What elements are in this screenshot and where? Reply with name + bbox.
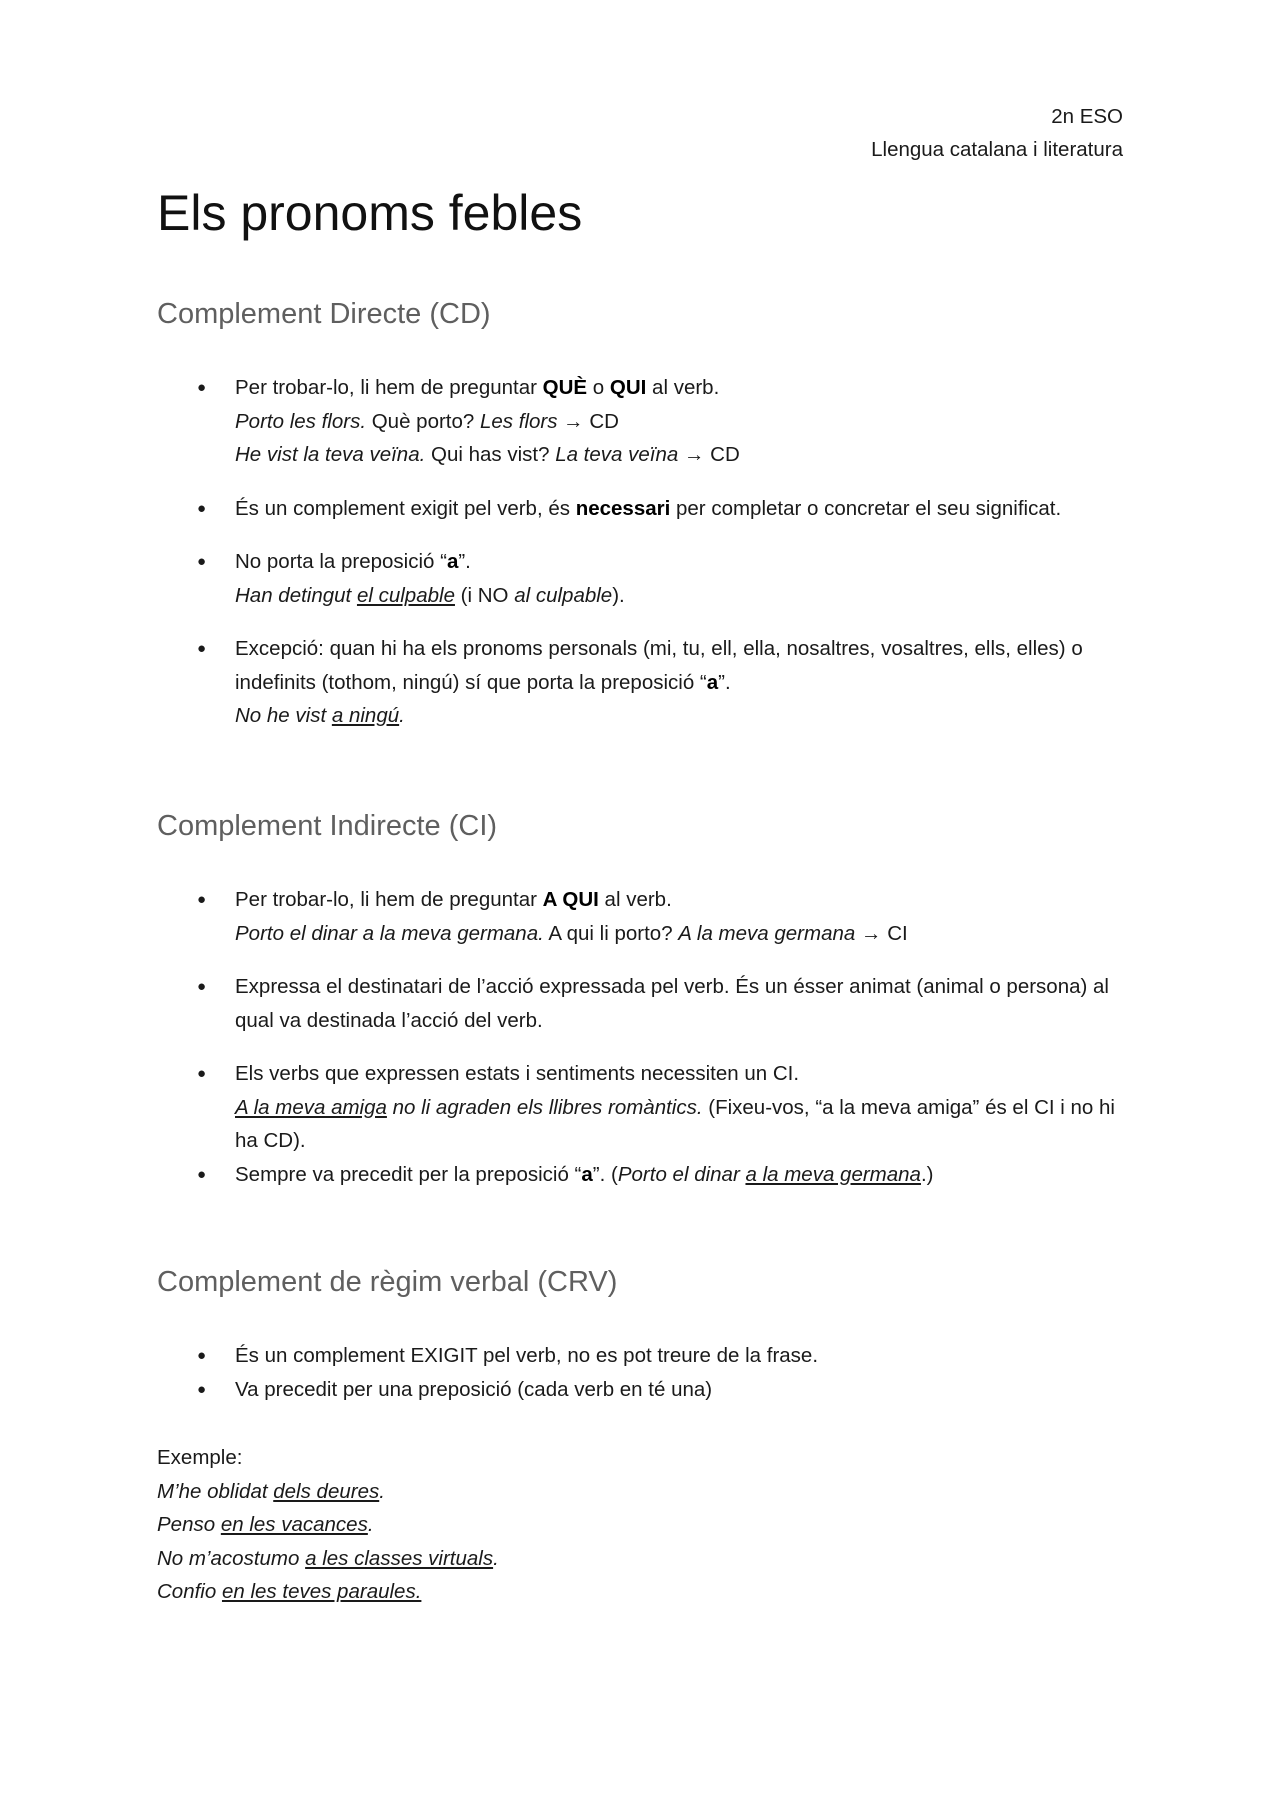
list-item (157, 371, 1137, 472)
list-item (157, 1158, 1137, 1192)
bullet-text: Per trobar-lo, li hem de preguntar A QUI al verb. (235, 888, 672, 911)
bullet-icon: ● (197, 1065, 207, 1082)
example-line: Confio en les teves paraules. (157, 1580, 422, 1603)
bullet-text: Sempre va precedit per la preposició “a”. (Porto el dinar a la meva germana.) (235, 1162, 934, 1186)
bullet-text: No porta la preposició “a”. (235, 550, 471, 573)
bullet-icon: ● (197, 379, 207, 396)
example-line: No he vist a ningú. (235, 704, 405, 727)
crv-examples (157, 1441, 499, 1609)
example-line: M’he oblidat dels deures. (157, 1479, 385, 1503)
example-line: He vist la teva veïna. Qui has vist? La teva veïna → CD (235, 443, 740, 466)
section-heading-ci: Complement Indirecte (CI) (157, 810, 498, 842)
ci-bullet-list (157, 883, 1137, 1191)
bullet-text: És un complement EXIGIT pel verb, no es pot treure de la frase. (235, 1344, 819, 1367)
bullet-icon: ● (197, 1165, 207, 1183)
bullet-icon: ● (197, 640, 207, 657)
section-heading-cd: Complement Directe (CD) (157, 298, 491, 330)
example-line: Porto les flors. Què porto? Les flors → CD (235, 409, 619, 433)
list-item (157, 632, 1137, 733)
bullet-icon: ● (197, 553, 207, 570)
bullet-text: Va precedit per una preposició (cada verb en té una) (235, 1377, 713, 1401)
bullet-icon: ● (197, 1380, 207, 1398)
bullet-icon: ● (197, 978, 207, 995)
list-item (157, 1339, 1137, 1373)
document-header (871, 100, 1123, 166)
bullet-icon: ● (197, 499, 207, 517)
page-title: Els pronoms febles (157, 185, 583, 241)
list-item (157, 545, 1137, 612)
example-line: No m’acostumo a les classes virtuals. (157, 1546, 499, 1570)
example-line: Porto el dinar a la meva germana. A qui li porto? A la meva germana → CI (235, 921, 908, 945)
section-heading-crv: Complement de règim verbal (CRV) (157, 1266, 618, 1298)
list-item (157, 492, 1137, 526)
list-item (157, 883, 1137, 950)
list-item (157, 1373, 1137, 1407)
bullet-icon: ● (197, 891, 207, 908)
bullet-icon: ● (197, 1347, 207, 1364)
example-line: A la meva amiga no li agraden els llibres romàntics. (Fixeu-vos, “a la meva amiga” és el CI i no hi ha CD). (235, 1095, 1115, 1152)
subject-label: Llengua catalana i literatura (871, 138, 1123, 161)
example-line: Penso en les vacances. (157, 1513, 374, 1536)
cd-bullet-list (157, 371, 1137, 733)
grade-label: 2n ESO (1051, 105, 1123, 128)
bullet-text: Els verbs que expressen estats i sentiments necessiten un CI. (235, 1062, 800, 1085)
crv-bullet-list (157, 1339, 1137, 1406)
list-item (157, 1057, 1137, 1158)
bullet-text: És un complement exigit pel verb, és necessari per completar o concretar el seu significat. (235, 496, 1062, 520)
bullet-text: Excepció: quan hi ha els pronoms personals (mi, tu, ell, ella, nosaltres, vosaltres, ells, elles) o indefinits (tothom, ningú) sí que porta la preposició “a”. (235, 637, 1083, 694)
list-item (157, 970, 1137, 1037)
bullet-text: Per trobar-lo, li hem de preguntar QUÈ o QUI al verb. (235, 376, 720, 399)
bullet-text: Expressa el destinatari de l’acció expressada pel verb. És un ésser animat (animal o persona) al qual va destinada l’acció del verb. (235, 975, 1109, 1032)
example-label: Exemple: (157, 1446, 243, 1469)
example-line: Han detingut el culpable (i NO al culpable). (235, 583, 625, 607)
